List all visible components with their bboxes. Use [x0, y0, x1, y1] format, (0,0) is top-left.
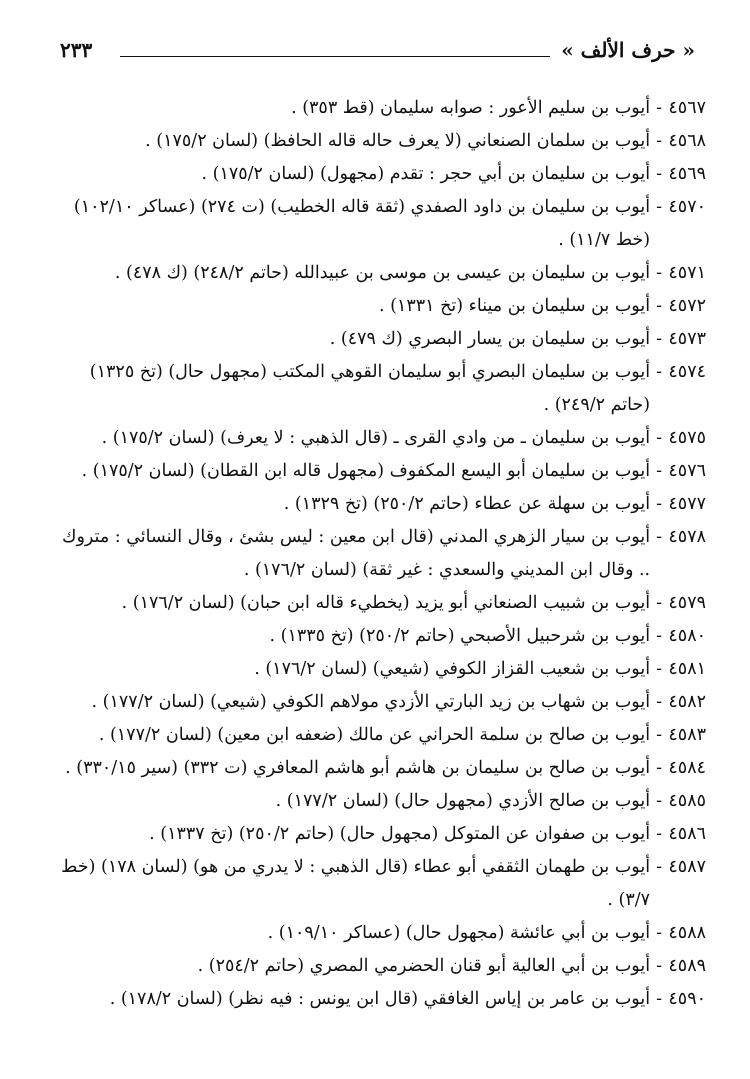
entry-dash: -: [656, 956, 662, 976]
entry: [58, 191, 706, 257]
entry-text: أيوب بن سليمان بن أبي حجر : تقدم (مجهول) (لسان ١٧٥/٢) .: [201, 164, 651, 184]
entry-text: أيوب بن عامر بن إياس الغافقي (قال ابن يونس : فيه نظر) (لسان ١٧٨/٢) .: [109, 989, 651, 1009]
entry: [58, 950, 706, 983]
entry: [58, 620, 706, 653]
entry: [58, 983, 706, 1016]
entry-dash: -: [656, 494, 662, 514]
entry-dash: -: [656, 692, 662, 712]
entry-number: ٤٥٧٣: [668, 329, 706, 349]
entry-text: أيوب بن طهمان الثقفي أبو عطاء (قال الذهبي : لا يدري من هو) (لسان ١٧٨) (خط ٣/٧) .: [61, 857, 651, 910]
entry-text: أيوب بن صفوان عن المتوكل (مجهول حال) (حاتم ٢٥٠/٢) (تخ ١٣٣٧) .: [149, 824, 651, 844]
entry-number: ٤٥٨١: [668, 659, 706, 679]
entry-text: أيوب بن سلمان الصنعاني (لا يعرف حاله قاله الحافظ) (لسان ١٧٥/٢) .: [145, 131, 651, 151]
entry-number: ٤٥٧٥: [668, 428, 706, 448]
entry-dash: -: [656, 131, 662, 151]
entry-number: ٤٥٧٠: [668, 197, 706, 217]
entry-number: ٤٥٧٧: [668, 494, 706, 514]
entry-number: ٤٥٦٨: [668, 131, 706, 151]
entry-text: أيوب بن صالح بن سلمة الحراني عن مالك (ضعفه ابن معين) (لسان ١٧٧/٢) .: [98, 725, 651, 745]
entry-text: أيوب بن شهاب بن زيد البارتي الأزدي مولاهم الكوفي (شيعي) (لسان ١٧٧/٢) .: [91, 692, 651, 712]
entry-text: أيوب بن أبي العالية أبو قنان الحضرمي المصري (حاتم ٢٥٤/٢) .: [197, 956, 651, 976]
entry-number: ٤٥٧٩: [668, 593, 706, 613]
page-number: ٢٣٣: [60, 38, 93, 62]
entry-dash: -: [656, 362, 662, 382]
entry-dash: -: [656, 659, 662, 679]
entry: [58, 653, 706, 686]
entry-text: أيوب بن سليمان بن يسار البصري (ك ٤٧٩) .: [329, 329, 651, 349]
entry-dash: -: [656, 725, 662, 745]
entry-text: أيوب بن شبيب الصنعاني أبو يزيد (يخطيء قاله ابن حبان) (لسان ١٧٦/٢) .: [121, 593, 651, 613]
entry-dash: -: [656, 428, 662, 448]
entry-number: ٤٥٦٩: [668, 164, 706, 184]
entry-dash: -: [656, 824, 662, 844]
entry: [58, 158, 706, 191]
entry-number: ٤٥٨٠: [668, 626, 706, 646]
entry-dash: -: [656, 296, 662, 316]
entry-number: ٤٥٨٧: [668, 857, 706, 877]
entry-number: ٤٥٩٠: [668, 989, 706, 1009]
entry: [58, 719, 706, 752]
entry: [58, 785, 706, 818]
entry-dash: -: [656, 923, 662, 943]
entry-number: ٤٥٧٤: [668, 362, 706, 382]
entry: [58, 488, 706, 521]
entry: [58, 752, 706, 785]
entry-number: ٤٥٧٢: [668, 296, 706, 316]
entry-number: ٤٥٧٦: [668, 461, 706, 481]
entry-text: أيوب بن أبي عائشة (مجهول حال) (عساكر ١٠٩/١٠) .: [267, 923, 651, 943]
entry-dash: -: [656, 593, 662, 613]
chapter-title: « حرف الألف »: [561, 38, 695, 62]
entry-text: أيوب بن سليم الأعور : صوابه سليمان (قط ٣٥٣) .: [291, 98, 651, 118]
entry-dash: -: [656, 98, 662, 118]
entry-text: أيوب بن شعيب القزاز الكوفي (شيعي) (لسان ١٧٦/٢) .: [254, 659, 651, 679]
entry: [58, 917, 706, 950]
entry-text: أيوب بن سيار الزهري المدني (قال ابن معين : ليس بشئ ، وقال النسائي : متروك .. وقال ابن المديني والسعدي : غير ثقة) (لسان ١٧٦/٢) .: [62, 527, 651, 580]
entry-dash: -: [656, 263, 662, 283]
entry: [58, 323, 706, 356]
entry: [58, 125, 706, 158]
entry-dash: -: [656, 857, 662, 877]
entry-dash: -: [656, 527, 662, 547]
header-rule: [120, 56, 550, 57]
entry-dash: -: [656, 329, 662, 349]
entry: [58, 422, 706, 455]
entry-text: أيوب بن صالح بن سليمان بن هاشم أبو هاشم المعافري (ت ٣٣٢) (سير ٣٣٠/١٥) .: [65, 758, 651, 778]
entry-dash: -: [656, 791, 662, 811]
entry-dash: -: [656, 164, 662, 184]
entry-text: أيوب بن سليمان بن عيسى بن موسى بن عبيدالله (حاتم ٢٤٨/٢) (ك ٤٧٨) .: [114, 263, 651, 283]
page-header: [60, 34, 695, 70]
entry-number: ٤٥٨٢: [668, 692, 706, 712]
entry: [58, 290, 706, 323]
entry-number: ٤٥٨٦: [668, 824, 706, 844]
entry: [58, 92, 706, 125]
entry-number: ٤٥٨٤: [668, 758, 706, 778]
entry: [58, 521, 706, 587]
entry-text: أيوب بن صالح الأزدي (مجهول حال) (لسان ١٧٧/٢) .: [275, 791, 651, 811]
entry-text: أيوب بن سليمان بن ميناء (تخ ١٣٣١) .: [378, 296, 651, 316]
entry: [58, 356, 706, 422]
entry-dash: -: [656, 197, 662, 217]
entry-text: أيوب بن سليمان البصري أبو سليمان القوهي المكتب (مجهول حال) (تخ ١٣٢٥) (حاتم ٢٤٩/٢) .: [89, 362, 651, 415]
entry-text: أيوب بن شرحبيل الأصبحي (حاتم ٢٥٠/٢) (تخ ١٣٣٥) .: [269, 626, 651, 646]
entry-dash: -: [656, 626, 662, 646]
entries-list: [58, 92, 706, 1016]
entry: [58, 587, 706, 620]
entry: [58, 686, 706, 719]
entry: [58, 455, 706, 488]
entry-number: ٤٥٧١: [668, 263, 706, 283]
entry: [58, 257, 706, 290]
entry-number: ٤٥٦٧: [668, 98, 706, 118]
entry-text: أيوب بن سليمان أبو اليسع المكفوف (مجهول قاله ابن القطان) (لسان ١٧٥/٢) .: [81, 461, 651, 481]
entry-dash: -: [656, 758, 662, 778]
entry-text: أيوب بن سهلة عن عطاء (حاتم ٢٥٠/٢) (تخ ١٣٢٩) .: [283, 494, 651, 514]
entry-dash: -: [656, 989, 662, 1009]
entry-number: ٤٥٨٩: [668, 956, 706, 976]
entry: [58, 818, 706, 851]
entry-number: ٤٥٨٣: [668, 725, 706, 745]
entry: [58, 851, 706, 917]
entry-text: أيوب بن سليمان بن داود الصفدي (ثقة قاله الخطيب) (ت ٢٧٤) (عساكر ١٠٢/١٠) (خط ١١/٧) .: [73, 197, 651, 250]
entry-number: ٤٥٨٥: [668, 791, 706, 811]
entry-number: ٤٥٧٨: [668, 527, 706, 547]
entry-number: ٤٥٨٨: [668, 923, 706, 943]
entry-text: أيوب بن سليمان ـ من وادي القرى ـ (قال الذهبي : لا يعرف) (لسان ١٧٥/٢) .: [101, 428, 651, 448]
entry-dash: -: [656, 461, 662, 481]
